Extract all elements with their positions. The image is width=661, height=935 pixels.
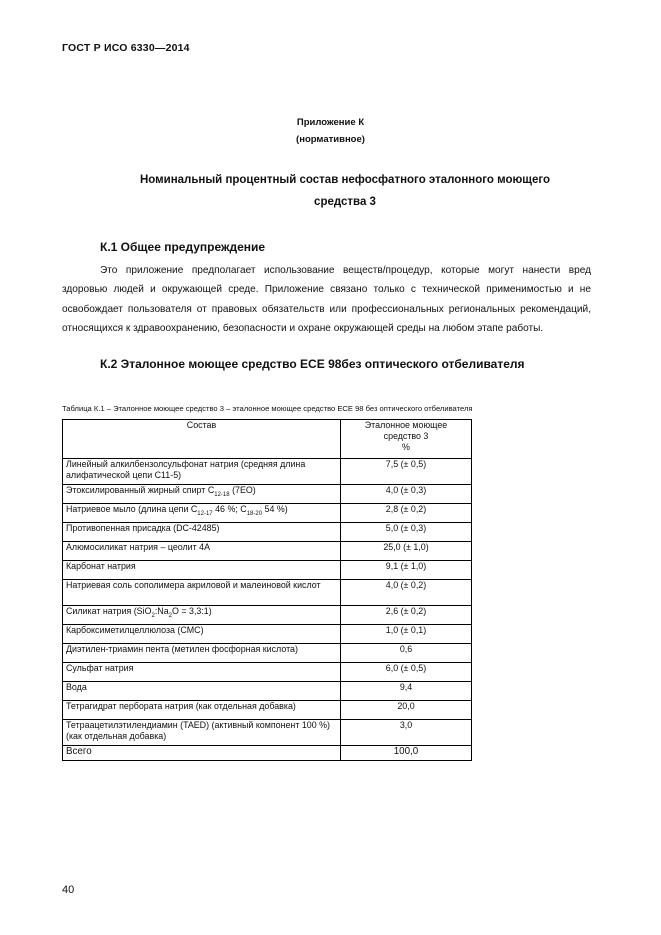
component-name [63, 504, 341, 523]
column-header-line: средство 3 [383, 431, 429, 441]
section-1-text: Это приложение предполагает использование веществ/процедур, которые могут нанести вред здоровью людей и окружающей среде. Приложение связано только с технической применимостью и не освобождает пользователя от правовых обязательств или профессиональных региональных рекомендаций, относящихся к здравоохранению, безопасности и охране окружающей среды на любом этапе работы. [62, 265, 591, 335]
total-value: 100,0 [341, 746, 472, 761]
column-header-composition: Состав [63, 420, 341, 459]
total-label: Всего [63, 746, 341, 761]
component-value: 7,5 (± 0,5) [341, 459, 472, 485]
column-header-line: % [402, 442, 410, 452]
component-value: 9,1 (± 1,0) [341, 561, 472, 580]
table-total-row [63, 746, 472, 761]
table-row [63, 523, 472, 542]
component-name-text: O = 3,3:1) [171, 606, 212, 616]
component-name-text: Силикат натрия (SiO [66, 606, 152, 616]
component-value: 20,0 [341, 701, 472, 720]
component-value: 4,0 (± 0,3) [341, 485, 472, 504]
composition-table [62, 419, 472, 761]
component-value: 9,4 [341, 682, 472, 701]
table-row [63, 644, 472, 663]
appendix-title-line2: средства 3 [314, 196, 376, 208]
component-name: Натриевая соль сополимера акриловой и малеиновой кислот [63, 580, 341, 606]
table-row [63, 580, 472, 606]
column-header-percentage [341, 420, 472, 459]
component-name: Тетрагидрат пербората натрия (как отдельная добавка) [63, 701, 341, 720]
component-name-text: 54 %) [262, 504, 288, 514]
subscript: 12-17 [197, 510, 213, 517]
table-row [63, 720, 472, 746]
component-value: 25,0 (± 1,0) [341, 542, 472, 561]
column-header-line: Эталонное моющее [364, 420, 448, 430]
component-name: Тетраацетилэтилендиамин (TAED) (активный компонент 100 %) (как отдельная добавка) [63, 720, 341, 746]
component-value: 4,0 (± 0,2) [341, 580, 472, 606]
appendix-status: (нормативное) [296, 134, 365, 145]
component-name: Карбонат натрия [63, 561, 341, 580]
component-name-text: Этоксилированный жирный спирт С [66, 485, 215, 495]
component-name-text: (7ЕО) [229, 485, 256, 495]
table-row [63, 561, 472, 580]
subscript: 2 [168, 612, 172, 619]
component-name [63, 606, 341, 625]
component-name [63, 485, 341, 504]
table-row [63, 682, 472, 701]
section-2-heading: К.2 Эталонное моющее средство ЕСЕ 98без оптического отбеливателя [100, 357, 525, 371]
appendix-label: Приложение К [296, 117, 365, 128]
component-name: Линейный алкилбензолсульфонат натрия (средняя длина алифатической цепи С11-5) [63, 459, 341, 485]
document-header: ГОСТ Р ИСО 6330—2014 [62, 42, 190, 54]
component-value: 3,0 [341, 720, 472, 746]
table-caption: Таблица К.1 – Эталонное моющее средство 3 – эталонное моющее средство ЕСЕ 98 без оптического отбеливателя [62, 404, 473, 413]
component-name: Карбоксиметилцеллюлоза (CMC) [63, 625, 341, 644]
table-row [63, 459, 472, 485]
appendix-title-line1: Номинальный процентный состав нефосфатного эталонного моющего [139, 174, 551, 186]
appendix-title [95, 169, 595, 213]
table-row [63, 663, 472, 682]
section-1-heading: К.1 Общее предупреждение [100, 240, 266, 254]
table-row [63, 606, 472, 625]
subscript: 12-18 [214, 491, 230, 498]
subscript: 2 [151, 612, 155, 619]
component-value: 2,6 (± 0,2) [341, 606, 472, 625]
component-name-text: Натриевое мыло (длина цепи С [66, 504, 198, 514]
table-row [63, 504, 472, 523]
page-number: 40 [62, 884, 75, 896]
component-name: Вода [63, 682, 341, 701]
component-value: 6,0 (± 0,5) [341, 663, 472, 682]
component-value: 2,8 (± 0,2) [341, 504, 472, 523]
component-name-text: 46 %; С [212, 504, 247, 514]
table-row [63, 542, 472, 561]
component-name: Алюмосиликат натрия – цеолит 4А [63, 542, 341, 561]
component-value: 1,0 (± 0,1) [341, 625, 472, 644]
component-name: Сульфат натрия [63, 663, 341, 682]
table-row [63, 701, 472, 720]
component-name: Диэтилен-триамин пента (метилен фосфорная кислота) [63, 644, 341, 663]
component-value: 5,0 (± 0,3) [341, 523, 472, 542]
table-header-row [63, 420, 472, 459]
component-name-text: :Na [154, 606, 169, 616]
component-value: 0,6 [341, 644, 472, 663]
table-row [63, 485, 472, 504]
subscript: 18-20 [246, 510, 263, 517]
component-name: Противопенная присадка (DC-42485) [63, 523, 341, 542]
table-row [63, 625, 472, 644]
